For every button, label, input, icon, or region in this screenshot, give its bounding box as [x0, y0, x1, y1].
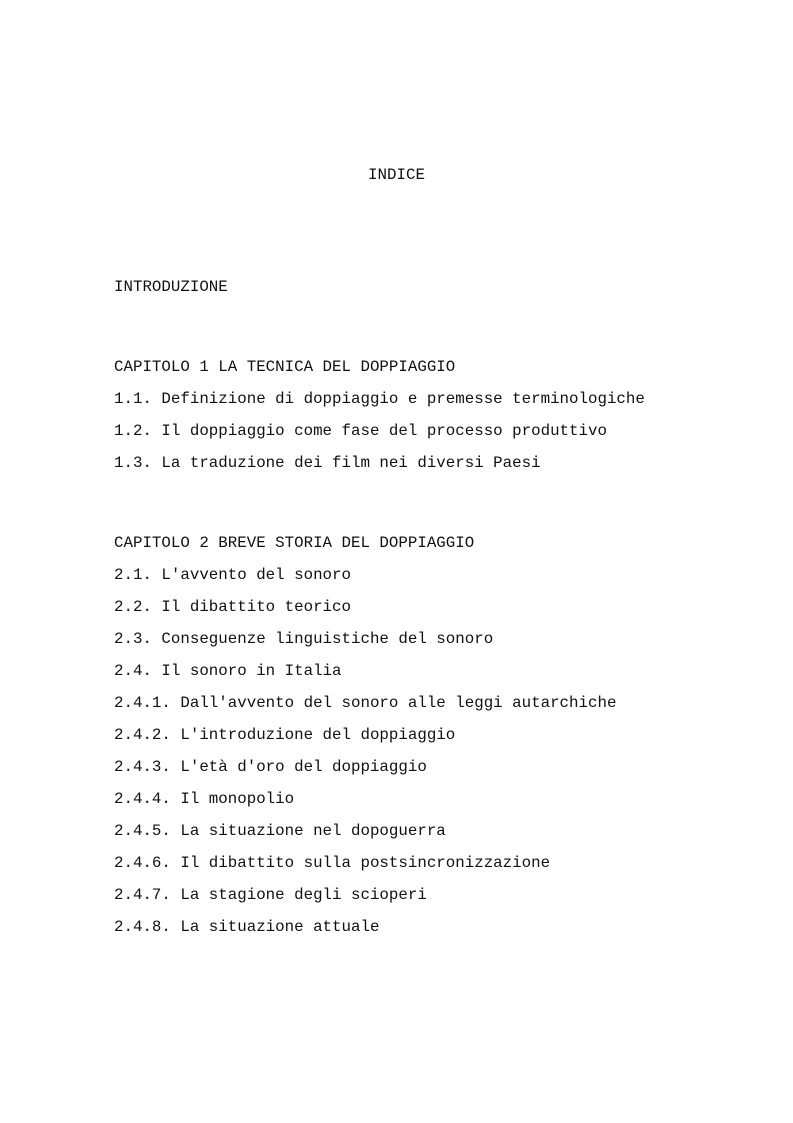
toc-entry-2-4: 2.4. Il sonoro in Italia: [114, 662, 342, 680]
toc-entry-2-4-6: 2.4.6. Il dibattito sulla postsincronizzazione: [114, 854, 551, 872]
toc-entry-2-2: 2.2. Il dibattito teorico: [114, 598, 351, 616]
toc-entry-2-4-1: 2.4.1. Dall'avvento del sonoro alle leggi autarchiche: [114, 694, 617, 712]
toc-entry-2-4-3: 2.4.3. L'età d'oro del doppiaggio: [114, 758, 427, 776]
toc-entry-2-3: 2.3. Conseguenze linguistiche del sonoro: [114, 630, 494, 648]
toc-entry-1-3: 1.3. La traduzione dei film nei diversi Paesi: [114, 454, 541, 472]
toc-entry-2-4-7: 2.4.7. La stagione degli scioperi: [114, 886, 427, 904]
toc-entry-1-1: 1.1. Definizione di doppiaggio e premesse terminologiche: [114, 390, 645, 408]
page-title: INDICE: [368, 166, 425, 184]
toc-entry-2-4-5: 2.4.5. La situazione nel dopoguerra: [114, 822, 446, 840]
toc-entry-2-4-4: 2.4.4. Il monopolio: [114, 790, 295, 808]
toc-entry-2-4-8: 2.4.8. La situazione attuale: [114, 918, 380, 936]
toc-entry-1-2: 1.2. Il doppiaggio come fase del processo produttivo: [114, 422, 607, 440]
chapter-1-heading: CAPITOLO 1 LA TECNICA DEL DOPPIAGGIO: [114, 358, 456, 376]
chapter-2-heading: CAPITOLO 2 BREVE STORIA DEL DOPPIAGGIO: [114, 534, 475, 552]
toc-entry-2-1: 2.1. L'avvento del sonoro: [114, 566, 351, 584]
toc-entry-2-4-2: 2.4.2. L'introduzione del doppiaggio: [114, 726, 456, 744]
intro-heading: INTRODUZIONE: [114, 278, 228, 296]
